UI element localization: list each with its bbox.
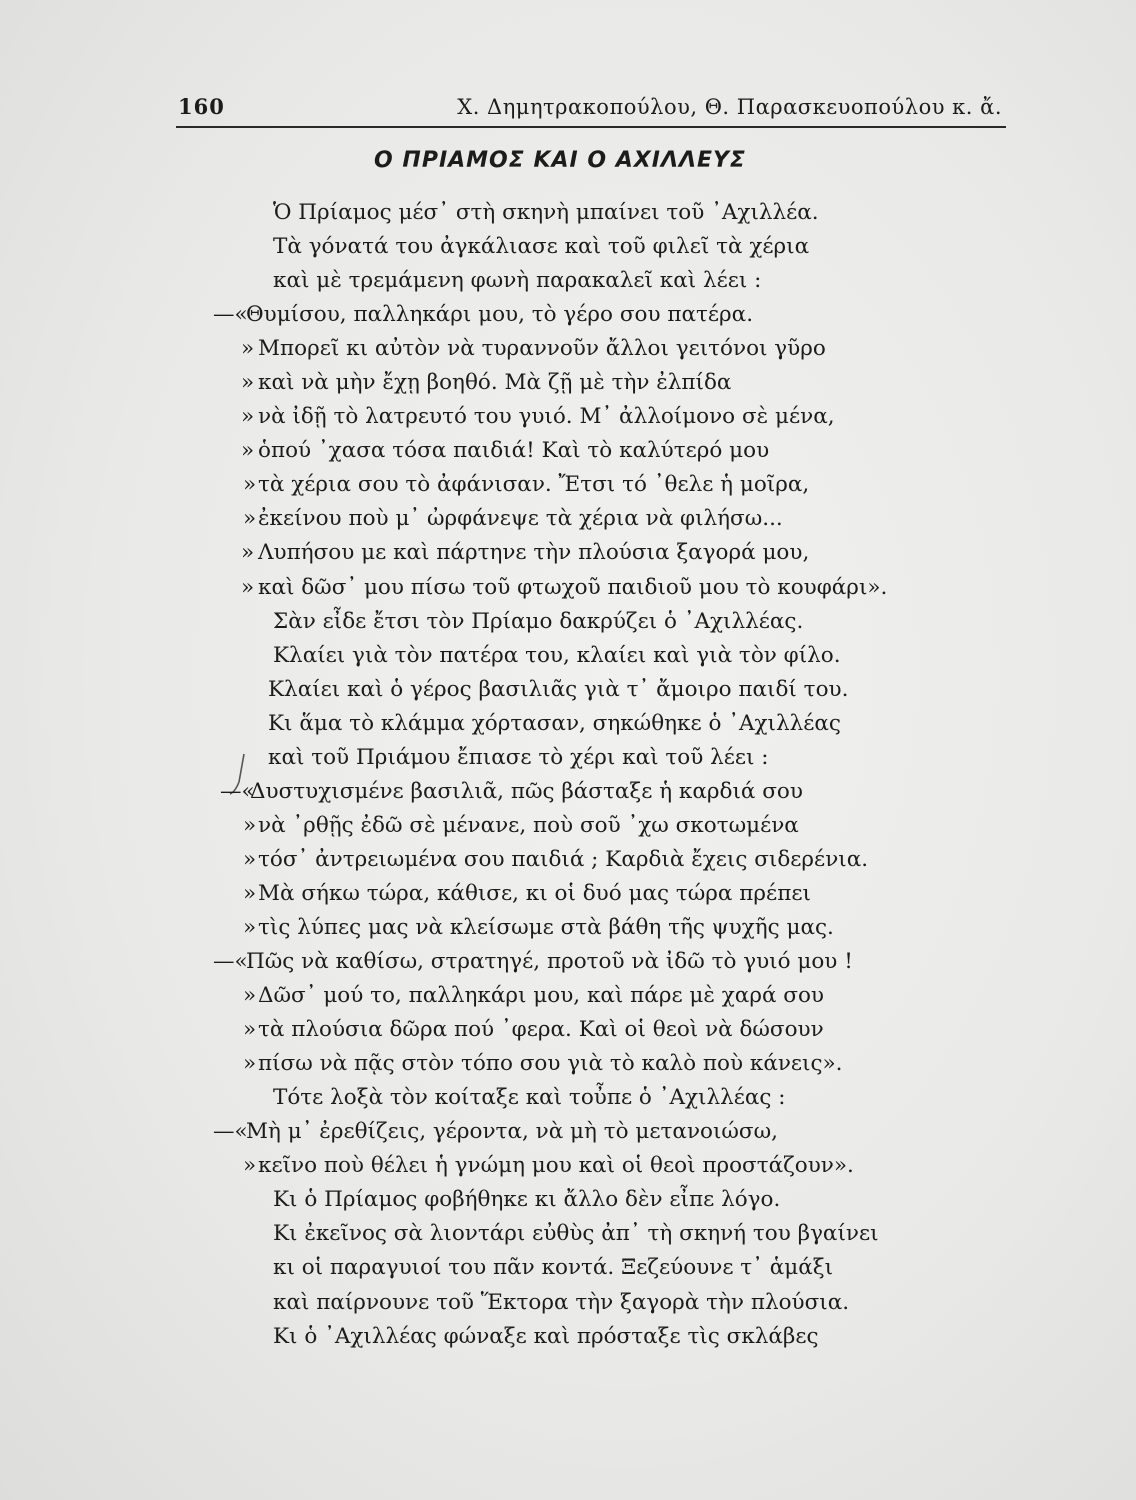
poem-line-text: Λυπήσου με καὶ πάρτηνε τὴν πλούσια ξαγορά μου,	[258, 540, 810, 566]
poem-line-text: Κι ἐκεῖνος σὰ λιοντάρι εὐθὺς ἀπ᾽ τὴ σκηνή του βγαίνει	[273, 1221, 879, 1247]
poem-line-text: καὶ νὰ μὴν ἔχῃ βοηθό. Μὰ ζῇ μὲ τὴν ἐλπίδα	[258, 370, 732, 396]
quote-mark: »	[243, 506, 257, 532]
poem-line	[0, 1320, 1136, 1354]
quote-mark: —«	[213, 949, 248, 975]
poem-line-text: Τὰ γόνατά του ἀγκάλιασε καὶ τοῦ φιλεῖ τὰ χέρια	[273, 234, 810, 260]
page-number: 160	[178, 94, 225, 119]
poem-line	[0, 1081, 1136, 1115]
poem-line	[0, 230, 1136, 264]
quote-mark: »	[241, 574, 255, 600]
poem-line	[0, 264, 1136, 298]
poem-line-text: Σὰν εἶδε ἔτσι τὸν Πρίαμο δακρύζει ὁ ᾽Αχιλλέας.	[273, 608, 804, 634]
poem-line-text: ὁπού ᾽χασα τόσα παιδιά! Καὶ τὸ καλύτερό μου	[258, 438, 770, 464]
quote-mark: »	[243, 983, 257, 1009]
poem-line-text: πίσω νὰ πᾷς στὸν τόπο σου γιὰ τὸ καλὸ ποὺ κάνεις».	[258, 1051, 843, 1077]
poem-line	[0, 979, 1136, 1013]
quote-mark: »	[243, 846, 257, 872]
quote-mark: »	[243, 812, 257, 838]
poem-line	[0, 809, 1136, 843]
quote-mark: »	[241, 540, 255, 566]
poem-line	[0, 1149, 1136, 1183]
poem-body	[0, 196, 1136, 1354]
poem-line-text: Τότε λοξὰ τὸν κοίταξε καὶ τοὖπε ὁ ᾽Αχιλλέας :	[273, 1085, 786, 1111]
poem-line-text: Κι ἅμα τὸ κλάμμα χόρτασαν, σηκώθηκε ὁ ᾽Αχιλλέας	[268, 710, 841, 736]
poem-line	[0, 843, 1136, 877]
poem-title: Ο ΠΡΙΑΜΟΣ ΚΑΙ Ο ΑΧΙΛΛΕΥΣ	[374, 148, 746, 173]
poem-line-text: Δῶσ᾽ μού το, παλληκάρι μου, καὶ πάρε μὲ χαρά σου	[258, 983, 825, 1009]
quote-mark: »	[241, 370, 255, 396]
poem-line-text: Κι ὁ ᾽Αχιλλέας φώναξε καὶ πρόσταξε τὶς σκλάβες	[273, 1323, 819, 1349]
poem-line-text: καὶ δῶσ᾽ μου πίσω τοῦ φτωχοῦ παιδιοῦ μου τὸ κουφάρι».	[258, 574, 888, 600]
poem-line	[0, 707, 1136, 741]
poem-line	[0, 468, 1136, 502]
poem-line-text: Θυμίσου, παλληκάρι μου, τὸ γέρο σου πατέρα.	[246, 302, 754, 328]
poem-line	[0, 1013, 1136, 1047]
quote-mark: —«	[220, 778, 255, 804]
poem-line-text: κεῖνο ποὺ θέλει ἡ γνώμη μου καὶ οἱ θεοὶ προστάζουν».	[258, 1153, 854, 1179]
poem-line	[0, 911, 1136, 945]
quote-mark: »	[243, 914, 257, 940]
quote-mark: »	[241, 336, 255, 362]
poem-line-text: τὰ πλούσια δῶρα πού ᾽φερα. Καὶ οἱ θεοὶ νὰ δώσουν	[258, 1017, 824, 1043]
quote-mark: »	[243, 1017, 257, 1043]
poem-line	[0, 536, 1136, 570]
poem-line-text: τόσ᾽ ἀντρειωμένα σου παιδιά ; Καρδιὰ ἔχεις σιδερένια.	[258, 846, 869, 872]
poem-line	[0, 1251, 1136, 1285]
poem-line	[0, 1115, 1136, 1149]
poem-line	[0, 877, 1136, 911]
quote-mark: »	[241, 438, 255, 464]
poem-line-text: Κλαίει γιὰ τὸν πατέρα του, κλαίει καὶ γιὰ τὸν φίλο.	[273, 642, 841, 668]
poem-line	[0, 1183, 1136, 1217]
poem-line-text: Μὰ σήκω τώρα, κάθισε, κι οἱ δυό μας τώρα πρέπει	[258, 880, 811, 906]
poem-line-text: Κλαίει καὶ ὁ γέρος βασιλιᾶς γιὰ τ᾽ ἄμοιρο παιδί του.	[268, 676, 849, 702]
poem-line-text: νὰ ᾽ρθῇς ἐδῶ σὲ μένανε, ποὺ σοῦ ᾽χω σκοτωμένα	[258, 812, 799, 838]
quote-mark: »	[243, 1051, 257, 1077]
poem-line	[0, 571, 1136, 605]
poem-line-text: ἐκείνου ποὺ μ᾽ ὠρφάνεψε τὰ χέρια νὰ φιλήσω...	[258, 506, 783, 532]
poem-line-text: Μὴ μ᾽ ἐρεθίζεις, γέροντα, νὰ μὴ τὸ μετανοιώσω,	[246, 1119, 778, 1145]
poem-line	[0, 196, 1136, 230]
poem-line	[0, 400, 1136, 434]
poem-line-text: Ὁ Πρίαμος μέσ᾽ στὴ σκηνὴ μπαίνει τοῦ ᾽Αχιλλέα.	[273, 200, 819, 225]
poem-line	[0, 332, 1136, 366]
poem-line	[0, 741, 1136, 775]
poem-line	[0, 945, 1136, 979]
poem-line	[0, 1286, 1136, 1320]
poem-line	[0, 639, 1136, 673]
quote-mark: —«	[213, 302, 248, 328]
quote-mark: »	[243, 472, 257, 498]
poem-line	[0, 775, 1136, 809]
poem-line	[0, 502, 1136, 536]
poem-line	[0, 605, 1136, 639]
poem-line	[0, 1217, 1136, 1251]
running-head: Χ. Δημητρακοπούλου, Θ. Παρασκευοπούλου κ. ἄ.	[457, 95, 1002, 119]
poem-line-text: νὰ ἰδῇ τὸ λατρευτό του γυιό. Μ᾽ ἀλλοίμονο σὲ μένα,	[258, 404, 835, 430]
poem-line-text: Δυστυχισμένε βασιλιᾶ, πῶς βάσταξε ἡ καρδιά σου	[250, 778, 803, 804]
poem-line	[0, 434, 1136, 468]
poem-line-text: τὰ χέρια σου τὸ ἀφάνισαν. Ἔτσι τό ᾽θελε ἡ μοῖρα,	[258, 472, 810, 498]
quote-mark: »	[243, 880, 257, 906]
quote-mark: —«	[213, 1119, 248, 1145]
poem-line-text: καὶ μὲ τρεμάμενη φωνὴ παρακαλεῖ καὶ λέει :	[273, 268, 762, 294]
poem-line-text: κι οἱ παραγυιοί του πᾶν κοντά. Ξεζεύουνε τ᾽ ἁμάξι	[273, 1255, 834, 1281]
poem-line-text: Πῶς νὰ καθίσω, στρατηγέ, προτοῦ νὰ ἰδῶ τὸ γυιό μου !	[246, 949, 853, 975]
poem-line	[0, 366, 1136, 400]
quote-mark: »	[243, 1153, 257, 1179]
page-header	[176, 92, 1006, 128]
poem-line	[0, 298, 1136, 332]
poem-line-text: καὶ τοῦ Πριάμου ἔπιασε τὸ χέρι καὶ τοῦ λέει :	[268, 744, 769, 770]
poem-line-text: Κι ὁ Πρίαμος φοβήθηκε κι ἄλλο δὲν εἶπε λόγο.	[273, 1187, 781, 1213]
poem-line-text: Μπορεῖ κι αὐτὸν νὰ τυραννοῦν ἄλλοι γειτόνοι γῦρο	[258, 336, 826, 362]
poem-line	[0, 1047, 1136, 1081]
poem-line	[0, 673, 1136, 707]
quote-mark: »	[241, 404, 255, 430]
poem-line-text: τὶς λύπες μας νὰ κλείσωμε στὰ βάθη τῆς ψυχῆς μας.	[258, 914, 834, 940]
poem-line-text: καὶ παίρνουνε τοῦ Ἕκτορα τὴν ξαγορὰ τὴν πλούσια.	[273, 1289, 850, 1315]
